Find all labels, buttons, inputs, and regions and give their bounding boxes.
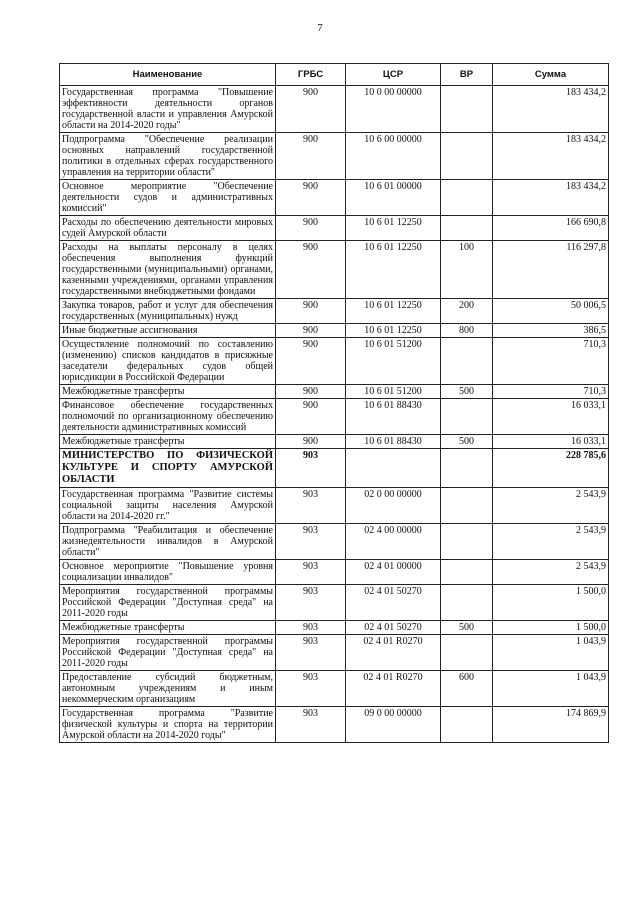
- cell-csr: [346, 449, 441, 488]
- cell-grbs: 900: [276, 86, 346, 133]
- cell-name: Осуществление полномочий по составлению (изменению) списков кандидатов в присяжные заседатели федеральных судов общей юрисдикции в Российской Федерации: [60, 338, 276, 385]
- table-row: [60, 621, 609, 635]
- cell-vr: 500: [441, 385, 493, 399]
- cell-name: Мероприятия государственной программы Российской Федерации "Доступная среда" на 2011-2020 годы: [60, 585, 276, 621]
- cell-csr: 10 6 01 12250: [346, 324, 441, 338]
- cell-grbs: 900: [276, 338, 346, 385]
- cell-vr: [441, 524, 493, 560]
- cell-sum: 183 434,2: [493, 180, 609, 216]
- table-row: [60, 449, 609, 488]
- cell-csr: 02 4 01 R0270: [346, 635, 441, 671]
- cell-csr: 10 6 01 88430: [346, 435, 441, 449]
- cell-sum: 1 500,0: [493, 621, 609, 635]
- header-grbs: ГРБС: [276, 64, 346, 86]
- page-number: 7: [317, 22, 323, 34]
- cell-name: Подпрограмма "Реабилитация и обеспечение жизнедеятельности инвалидов в Амурской области": [60, 524, 276, 560]
- table-body: [60, 86, 609, 743]
- cell-name: Расходы по обеспечению деятельности мировых судей Амурской области: [60, 216, 276, 241]
- table-row: [60, 385, 609, 399]
- cell-vr: 600: [441, 671, 493, 707]
- cell-csr: 02 4 01 50270: [346, 621, 441, 635]
- table-row: [60, 324, 609, 338]
- cell-vr: 500: [441, 435, 493, 449]
- cell-sum: 166 690,8: [493, 216, 609, 241]
- cell-vr: [441, 399, 493, 435]
- cell-sum: 16 033,1: [493, 399, 609, 435]
- cell-name: Межбюджетные трансферты: [60, 435, 276, 449]
- cell-csr: 09 0 00 00000: [346, 707, 441, 743]
- cell-name: Основное мероприятие "Обеспечение деятельности судов и административных комиссий": [60, 180, 276, 216]
- table-header-row: [60, 64, 609, 86]
- cell-csr: 10 6 01 12250: [346, 241, 441, 299]
- cell-grbs: 900: [276, 216, 346, 241]
- cell-grbs: 903: [276, 524, 346, 560]
- cell-grbs: 903: [276, 560, 346, 585]
- cell-vr: [441, 707, 493, 743]
- cell-sum: 16 033,1: [493, 435, 609, 449]
- table-row: [60, 707, 609, 743]
- header-csr: ЦСР: [346, 64, 441, 86]
- cell-csr: 10 0 00 00000: [346, 86, 441, 133]
- cell-sum: 1 500,0: [493, 585, 609, 621]
- header-sum: Сумма: [493, 64, 609, 86]
- header-name: Наименование: [60, 64, 276, 86]
- cell-grbs: 900: [276, 435, 346, 449]
- cell-grbs: 900: [276, 385, 346, 399]
- cell-grbs: 903: [276, 449, 346, 488]
- cell-grbs: 903: [276, 671, 346, 707]
- cell-name: Иные бюджетные ассигнования: [60, 324, 276, 338]
- cell-sum: 1 043,9: [493, 635, 609, 671]
- cell-name: Межбюджетные трансферты: [60, 621, 276, 635]
- cell-name: МИНИСТЕРСТВО ПО ФИЗИЧЕСКОЙ КУЛЬТУРЕ И СПОРТУ АМУРСКОЙ ОБЛАСТИ: [60, 449, 276, 488]
- table-row: [60, 86, 609, 133]
- cell-name: Подпрограмма "Обеспечение реализации основных направлений государственной политики в отдельных сферах государственного управления на территории области": [60, 133, 276, 180]
- cell-name: Государственная программа "Развитие системы социальной защиты населения Амурской области на 2014-2020 гг.": [60, 488, 276, 524]
- cell-csr: 02 4 00 00000: [346, 524, 441, 560]
- table-row: [60, 585, 609, 621]
- cell-sum: 710,3: [493, 338, 609, 385]
- cell-name: Мероприятия государственной программы Российской Федерации "Доступная среда" на 2011-2020 годы: [60, 635, 276, 671]
- cell-grbs: 900: [276, 133, 346, 180]
- cell-vr: [441, 133, 493, 180]
- table-row: [60, 338, 609, 385]
- table-row: [60, 133, 609, 180]
- cell-grbs: 900: [276, 324, 346, 338]
- cell-vr: [441, 635, 493, 671]
- cell-name: Расходы на выплаты персоналу в целях обеспечения выполнения функций государственными (муниципальными) органами, казенными учреждениями, органами управления государственными внебюджетными фондами: [60, 241, 276, 299]
- header-vr: ВР: [441, 64, 493, 86]
- cell-grbs: 900: [276, 399, 346, 435]
- cell-vr: 100: [441, 241, 493, 299]
- cell-vr: 200: [441, 299, 493, 324]
- table-row: [60, 299, 609, 324]
- cell-sum: 2 543,9: [493, 488, 609, 524]
- cell-csr: 02 4 01 00000: [346, 560, 441, 585]
- cell-grbs: 903: [276, 488, 346, 524]
- cell-vr: [441, 449, 493, 488]
- cell-vr: [441, 585, 493, 621]
- cell-vr: 800: [441, 324, 493, 338]
- cell-sum: 710,3: [493, 385, 609, 399]
- table-row: [60, 671, 609, 707]
- cell-name: Предоставление субсидий бюджетным, автономным учреждениям и иным некоммерческим организациям: [60, 671, 276, 707]
- cell-grbs: 903: [276, 621, 346, 635]
- cell-csr: 10 6 00 00000: [346, 133, 441, 180]
- cell-sum: 183 434,2: [493, 86, 609, 133]
- cell-sum: 1 043,9: [493, 671, 609, 707]
- table-row: [60, 180, 609, 216]
- table-row: [60, 524, 609, 560]
- cell-grbs: 900: [276, 299, 346, 324]
- cell-grbs: 903: [276, 707, 346, 743]
- cell-sum: 174 869,9: [493, 707, 609, 743]
- table-row: [60, 435, 609, 449]
- cell-csr: 02 4 01 50270: [346, 585, 441, 621]
- cell-csr: 10 6 01 00000: [346, 180, 441, 216]
- cell-vr: [441, 180, 493, 216]
- cell-csr: 10 6 01 51200: [346, 338, 441, 385]
- cell-vr: [441, 560, 493, 585]
- cell-name: Межбюджетные трансферты: [60, 385, 276, 399]
- cell-csr: 02 4 01 R0270: [346, 671, 441, 707]
- table-row: [60, 635, 609, 671]
- table-row: [60, 216, 609, 241]
- cell-csr: 02 0 00 00000: [346, 488, 441, 524]
- cell-name: Государственная программа "Развитие физической культуры и спорта на территории Амурской области на 2014-2020 годы": [60, 707, 276, 743]
- budget-table: [59, 63, 609, 743]
- cell-sum: 116 297,8: [493, 241, 609, 299]
- cell-vr: [441, 338, 493, 385]
- cell-vr: [441, 216, 493, 241]
- cell-name: Закупка товаров, работ и услуг для обеспечения государственных (муниципальных) нужд: [60, 299, 276, 324]
- cell-sum: 228 785,6: [493, 449, 609, 488]
- cell-grbs: 903: [276, 635, 346, 671]
- cell-vr: [441, 86, 493, 133]
- cell-grbs: 903: [276, 585, 346, 621]
- cell-grbs: 900: [276, 180, 346, 216]
- cell-csr: 10 6 01 88430: [346, 399, 441, 435]
- cell-csr: 10 6 01 51200: [346, 385, 441, 399]
- table-row: [60, 399, 609, 435]
- cell-vr: [441, 488, 493, 524]
- cell-sum: 183 434,2: [493, 133, 609, 180]
- cell-vr: 500: [441, 621, 493, 635]
- cell-grbs: 900: [276, 241, 346, 299]
- cell-csr: 10 6 01 12250: [346, 299, 441, 324]
- cell-sum: 50 006,5: [493, 299, 609, 324]
- cell-csr: 10 6 01 12250: [346, 216, 441, 241]
- cell-sum: 2 543,9: [493, 560, 609, 585]
- cell-name: Государственная программа "Повышение эффективности деятельности органов государственной власти и управления Амурской области на 2014-2020 годы": [60, 86, 276, 133]
- cell-sum: 386,5: [493, 324, 609, 338]
- table-row: [60, 241, 609, 299]
- cell-name: Основное мероприятие "Повышение уровня социализации инвалидов": [60, 560, 276, 585]
- table-row: [60, 560, 609, 585]
- cell-sum: 2 543,9: [493, 524, 609, 560]
- table-row: [60, 488, 609, 524]
- cell-name: Финансовое обеспечение государственных полномочий по организационному обеспечению деятельности административных комиссий: [60, 399, 276, 435]
